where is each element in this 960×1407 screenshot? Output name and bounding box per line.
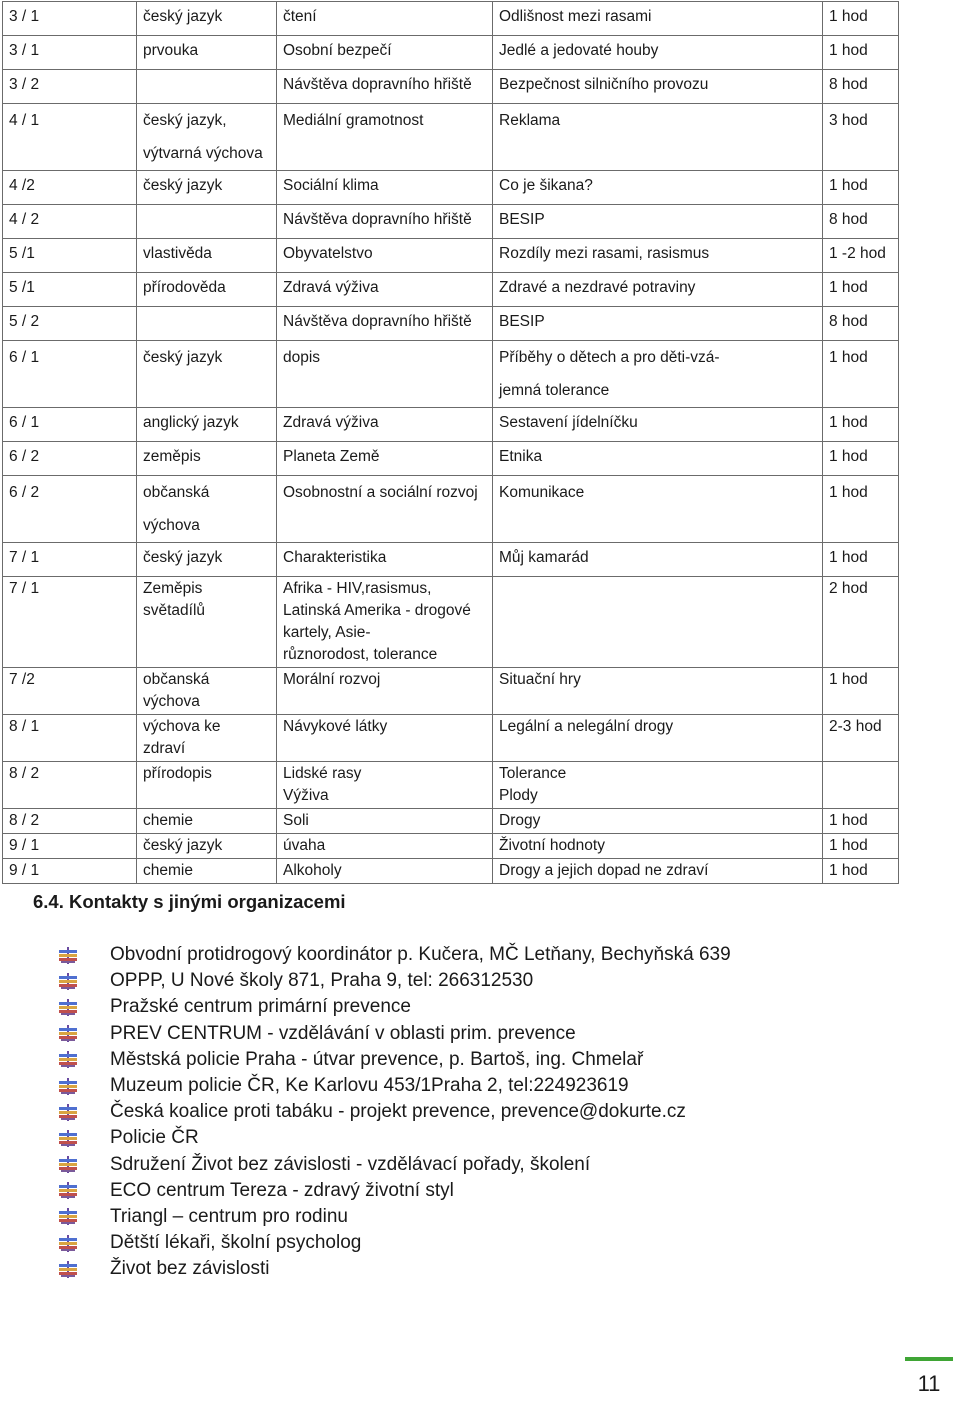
cell-subject: český jazyk, výtvarná výchova bbox=[137, 104, 277, 171]
cell-hours: 8 hod bbox=[823, 70, 899, 104]
cell-topic: Afrika - HIV,rasismus, Latinská Amerika - drogové kartely, Asie- různorodost, tolerance bbox=[277, 577, 493, 668]
cell-topic: dopis bbox=[277, 341, 493, 408]
cell-theme: Tolerance Plody bbox=[493, 762, 823, 809]
contact-text: Obvodní protidrogový koordinátor p. Kučera, MČ Letňany, Bechyňská 639 bbox=[110, 944, 731, 966]
table-row bbox=[3, 2, 899, 36]
cell-subject: vlastivěda bbox=[137, 239, 277, 273]
contact-text: Sdružení Život bez závislosti - vzdělávací pořady, školení bbox=[110, 1153, 591, 1175]
cell-theme: Co je šikana? bbox=[493, 171, 823, 205]
cell-hours: 2 hod bbox=[823, 577, 899, 668]
cell-theme: Odlišnost mezi rasami bbox=[493, 2, 823, 36]
cell-topic: Charakteristika bbox=[277, 543, 493, 577]
cell-topic: Planeta Země bbox=[277, 442, 493, 476]
cell-grade: 9 / 1 bbox=[3, 859, 137, 884]
table-row bbox=[3, 205, 899, 239]
cell-theme: Rozdíly mezi rasami, rasismus bbox=[493, 239, 823, 273]
book-stack-icon bbox=[58, 1130, 78, 1147]
cell-topic: Morální rozvoj bbox=[277, 668, 493, 715]
table-row bbox=[3, 104, 899, 171]
contact-item bbox=[58, 1152, 731, 1178]
cell-subject: občanská výchova bbox=[137, 476, 277, 543]
cell-theme: Životní hodnoty bbox=[493, 834, 823, 859]
cell-hours: 8 hod bbox=[823, 307, 899, 341]
cell-topic: čtení bbox=[277, 2, 493, 36]
book-stack-icon bbox=[58, 1235, 78, 1252]
cell-hours: 1 hod bbox=[823, 2, 899, 36]
cell-subject: anglický jazyk bbox=[137, 408, 277, 442]
cell-hours: 1 hod bbox=[823, 442, 899, 476]
cell-theme bbox=[493, 577, 823, 668]
contact-text: Dětští lékaři, školní psycholog bbox=[110, 1232, 362, 1254]
cell-theme: Komunikace bbox=[493, 476, 823, 543]
book-stack-icon bbox=[58, 1104, 78, 1121]
cell-theme: BESIP bbox=[493, 307, 823, 341]
cell-hours: 1 hod bbox=[823, 273, 899, 307]
cell-theme: Drogy bbox=[493, 809, 823, 834]
cell-grade: 8 / 2 bbox=[3, 762, 137, 809]
cell-grade: 6 / 2 bbox=[3, 476, 137, 543]
table-row bbox=[3, 476, 899, 543]
cell-subject bbox=[137, 70, 277, 104]
cell-subject: český jazyk bbox=[137, 341, 277, 408]
cell-grade: 5 / 2 bbox=[3, 307, 137, 341]
cell-hours bbox=[823, 762, 899, 809]
page-number: 11 bbox=[917, 1371, 941, 1396]
cell-theme: Jedlé a jedovaté houby bbox=[493, 36, 823, 70]
contact-text: ECO centrum Tereza - zdravý životní styl bbox=[110, 1179, 454, 1201]
cell-theme: Příběhy o dětech a pro děti-vzá- jemná tolerance bbox=[493, 341, 823, 408]
cell-subject: výchova ke zdraví bbox=[137, 715, 277, 762]
cell-theme: Etnika bbox=[493, 442, 823, 476]
cell-subject: chemie bbox=[137, 809, 277, 834]
cell-grade: 8 / 2 bbox=[3, 809, 137, 834]
contact-text: Triangl – centrum pro rodinu bbox=[110, 1205, 348, 1227]
book-stack-icon bbox=[58, 1208, 78, 1225]
cell-subject: prvouka bbox=[137, 36, 277, 70]
cell-topic: Návykové látky bbox=[277, 715, 493, 762]
contact-text: OPPP, U Nové školy 871, Praha 9, tel: 266312530 bbox=[110, 970, 534, 992]
table-row bbox=[3, 341, 899, 408]
schedule-table-body bbox=[3, 2, 899, 884]
contact-text: Česká koalice proti tabáku - projekt prevence, prevence@dokurte.cz bbox=[110, 1101, 686, 1123]
cell-topic: Obyvatelstvo bbox=[277, 239, 493, 273]
table-row bbox=[3, 239, 899, 273]
cell-topic: Soli bbox=[277, 809, 493, 834]
cell-hours: 8 hod bbox=[823, 205, 899, 239]
cell-topic: Lidské rasy Výživa bbox=[277, 762, 493, 809]
contact-item bbox=[58, 994, 731, 1020]
contact-item bbox=[58, 942, 731, 968]
contact-text: Městská policie Praha - útvar prevence, p. Bartoš, ing. Chmelař bbox=[110, 1048, 644, 1070]
book-stack-icon bbox=[58, 1182, 78, 1199]
book-stack-icon bbox=[58, 1025, 78, 1042]
cell-hours: 1 hod bbox=[823, 36, 899, 70]
contact-item bbox=[58, 1204, 731, 1230]
cell-subject: přírodopis bbox=[137, 762, 277, 809]
cell-grade: 6 / 1 bbox=[3, 341, 137, 408]
table-row bbox=[3, 668, 899, 715]
contact-text: PREV CENTRUM - vzdělávání v oblasti prim. prevence bbox=[110, 1022, 576, 1044]
book-stack-icon bbox=[58, 1051, 78, 1068]
cell-hours: 1 hod bbox=[823, 408, 899, 442]
cell-hours: 1 hod bbox=[823, 171, 899, 205]
cell-subject: český jazyk bbox=[137, 171, 277, 205]
cell-grade: 3 / 1 bbox=[3, 36, 137, 70]
cell-topic: Sociální klima bbox=[277, 171, 493, 205]
cell-hours: 1 -2 hod bbox=[823, 239, 899, 273]
cell-grade: 7 / 1 bbox=[3, 577, 137, 668]
cell-topic: Alkoholy bbox=[277, 859, 493, 884]
contact-item bbox=[58, 1256, 731, 1282]
table-row bbox=[3, 273, 899, 307]
cell-topic: Osobnostní a sociální rozvoj bbox=[277, 476, 493, 543]
cell-hours: 3 hod bbox=[823, 104, 899, 171]
cell-subject: občanská výchova bbox=[137, 668, 277, 715]
cell-subject: český jazyk bbox=[137, 834, 277, 859]
cell-grade: 8 / 1 bbox=[3, 715, 137, 762]
cell-hours: 2-3 hod bbox=[823, 715, 899, 762]
cell-hours: 1 hod bbox=[823, 341, 899, 408]
cell-grade: 5 /1 bbox=[3, 273, 137, 307]
cell-grade: 5 /1 bbox=[3, 239, 137, 273]
table-row bbox=[3, 307, 899, 341]
cell-subject: zeměpis bbox=[137, 442, 277, 476]
cell-grade: 3 / 1 bbox=[3, 2, 137, 36]
cell-theme: Legální a nelegální drogy bbox=[493, 715, 823, 762]
table-row bbox=[3, 809, 899, 834]
cell-topic: Návštěva dopravního hřiště bbox=[277, 70, 493, 104]
cell-topic: úvaha bbox=[277, 834, 493, 859]
cell-hours: 1 hod bbox=[823, 859, 899, 884]
table-row bbox=[3, 171, 899, 205]
cell-theme: Sestavení jídelníčku bbox=[493, 408, 823, 442]
contact-item bbox=[58, 1178, 731, 1204]
table-row bbox=[3, 543, 899, 577]
contact-item bbox=[58, 1099, 731, 1125]
cell-subject bbox=[137, 307, 277, 341]
cell-subject: český jazyk bbox=[137, 543, 277, 577]
book-stack-icon bbox=[58, 1078, 78, 1095]
cell-topic: Zdravá výživa bbox=[277, 273, 493, 307]
contact-item bbox=[58, 1125, 731, 1151]
table-row bbox=[3, 834, 899, 859]
table-row bbox=[3, 408, 899, 442]
cell-grade: 6 / 1 bbox=[3, 408, 137, 442]
cell-subject: Zeměpis světadílů bbox=[137, 577, 277, 668]
cell-topic: Návštěva dopravního hřiště bbox=[277, 205, 493, 239]
book-stack-icon bbox=[58, 973, 78, 990]
contacts-list bbox=[58, 942, 731, 1282]
cell-theme: Bezpečnost silničního provozu bbox=[493, 70, 823, 104]
book-stack-icon bbox=[58, 1156, 78, 1173]
cell-hours: 1 hod bbox=[823, 668, 899, 715]
contact-text: Policie ČR bbox=[110, 1127, 199, 1149]
cell-theme: Reklama bbox=[493, 104, 823, 171]
table-row bbox=[3, 715, 899, 762]
cell-grade: 4 / 2 bbox=[3, 205, 137, 239]
contact-item bbox=[58, 1047, 731, 1073]
contact-text: Život bez závislosti bbox=[110, 1258, 270, 1280]
cell-grade: 4 /2 bbox=[3, 171, 137, 205]
cell-topic: Mediální gramotnost bbox=[277, 104, 493, 171]
cell-grade: 7 / 1 bbox=[3, 543, 137, 577]
cell-theme: Situační hry bbox=[493, 668, 823, 715]
book-stack-icon bbox=[58, 1261, 78, 1278]
table-row bbox=[3, 36, 899, 70]
section-heading: 6.4. Kontakty s jinými organizacemi bbox=[33, 891, 346, 912]
cell-grade: 3 / 2 bbox=[3, 70, 137, 104]
cell-theme: Můj kamarád bbox=[493, 543, 823, 577]
cell-subject: český jazyk bbox=[137, 2, 277, 36]
contact-text: Pražské centrum primární prevence bbox=[110, 996, 411, 1018]
cell-theme: Drogy a jejich dopad ne zdraví bbox=[493, 859, 823, 884]
page-number-box bbox=[905, 1357, 953, 1407]
table-row bbox=[3, 70, 899, 104]
cell-hours: 1 hod bbox=[823, 809, 899, 834]
contact-item bbox=[58, 1073, 731, 1099]
table-row bbox=[3, 762, 899, 809]
table-row bbox=[3, 577, 899, 668]
book-stack-icon bbox=[58, 999, 78, 1016]
cell-hours: 1 hod bbox=[823, 543, 899, 577]
table-row bbox=[3, 442, 899, 476]
cell-hours: 1 hod bbox=[823, 834, 899, 859]
schedule-table bbox=[2, 1, 899, 884]
cell-grade: 9 / 1 bbox=[3, 834, 137, 859]
cell-theme: BESIP bbox=[493, 205, 823, 239]
contact-item bbox=[58, 968, 731, 994]
cell-subject bbox=[137, 205, 277, 239]
cell-grade: 6 / 2 bbox=[3, 442, 137, 476]
cell-theme: Zdravé a nezdravé potraviny bbox=[493, 273, 823, 307]
contact-item bbox=[58, 1021, 731, 1047]
contact-item bbox=[58, 1230, 731, 1256]
cell-grade: 4 / 1 bbox=[3, 104, 137, 171]
cell-hours: 1 hod bbox=[823, 476, 899, 543]
cell-topic: Návštěva dopravního hřiště bbox=[277, 307, 493, 341]
cell-topic: Zdravá výživa bbox=[277, 408, 493, 442]
cell-topic: Osobní bezpečí bbox=[277, 36, 493, 70]
table-row bbox=[3, 859, 899, 884]
cell-subject: přírodověda bbox=[137, 273, 277, 307]
cell-subject: chemie bbox=[137, 859, 277, 884]
book-stack-icon bbox=[58, 947, 78, 964]
contact-text: Muzeum policie ČR, Ke Karlovu 453/1Praha 2, tel:224923619 bbox=[110, 1075, 629, 1097]
cell-grade: 7 /2 bbox=[3, 668, 137, 715]
